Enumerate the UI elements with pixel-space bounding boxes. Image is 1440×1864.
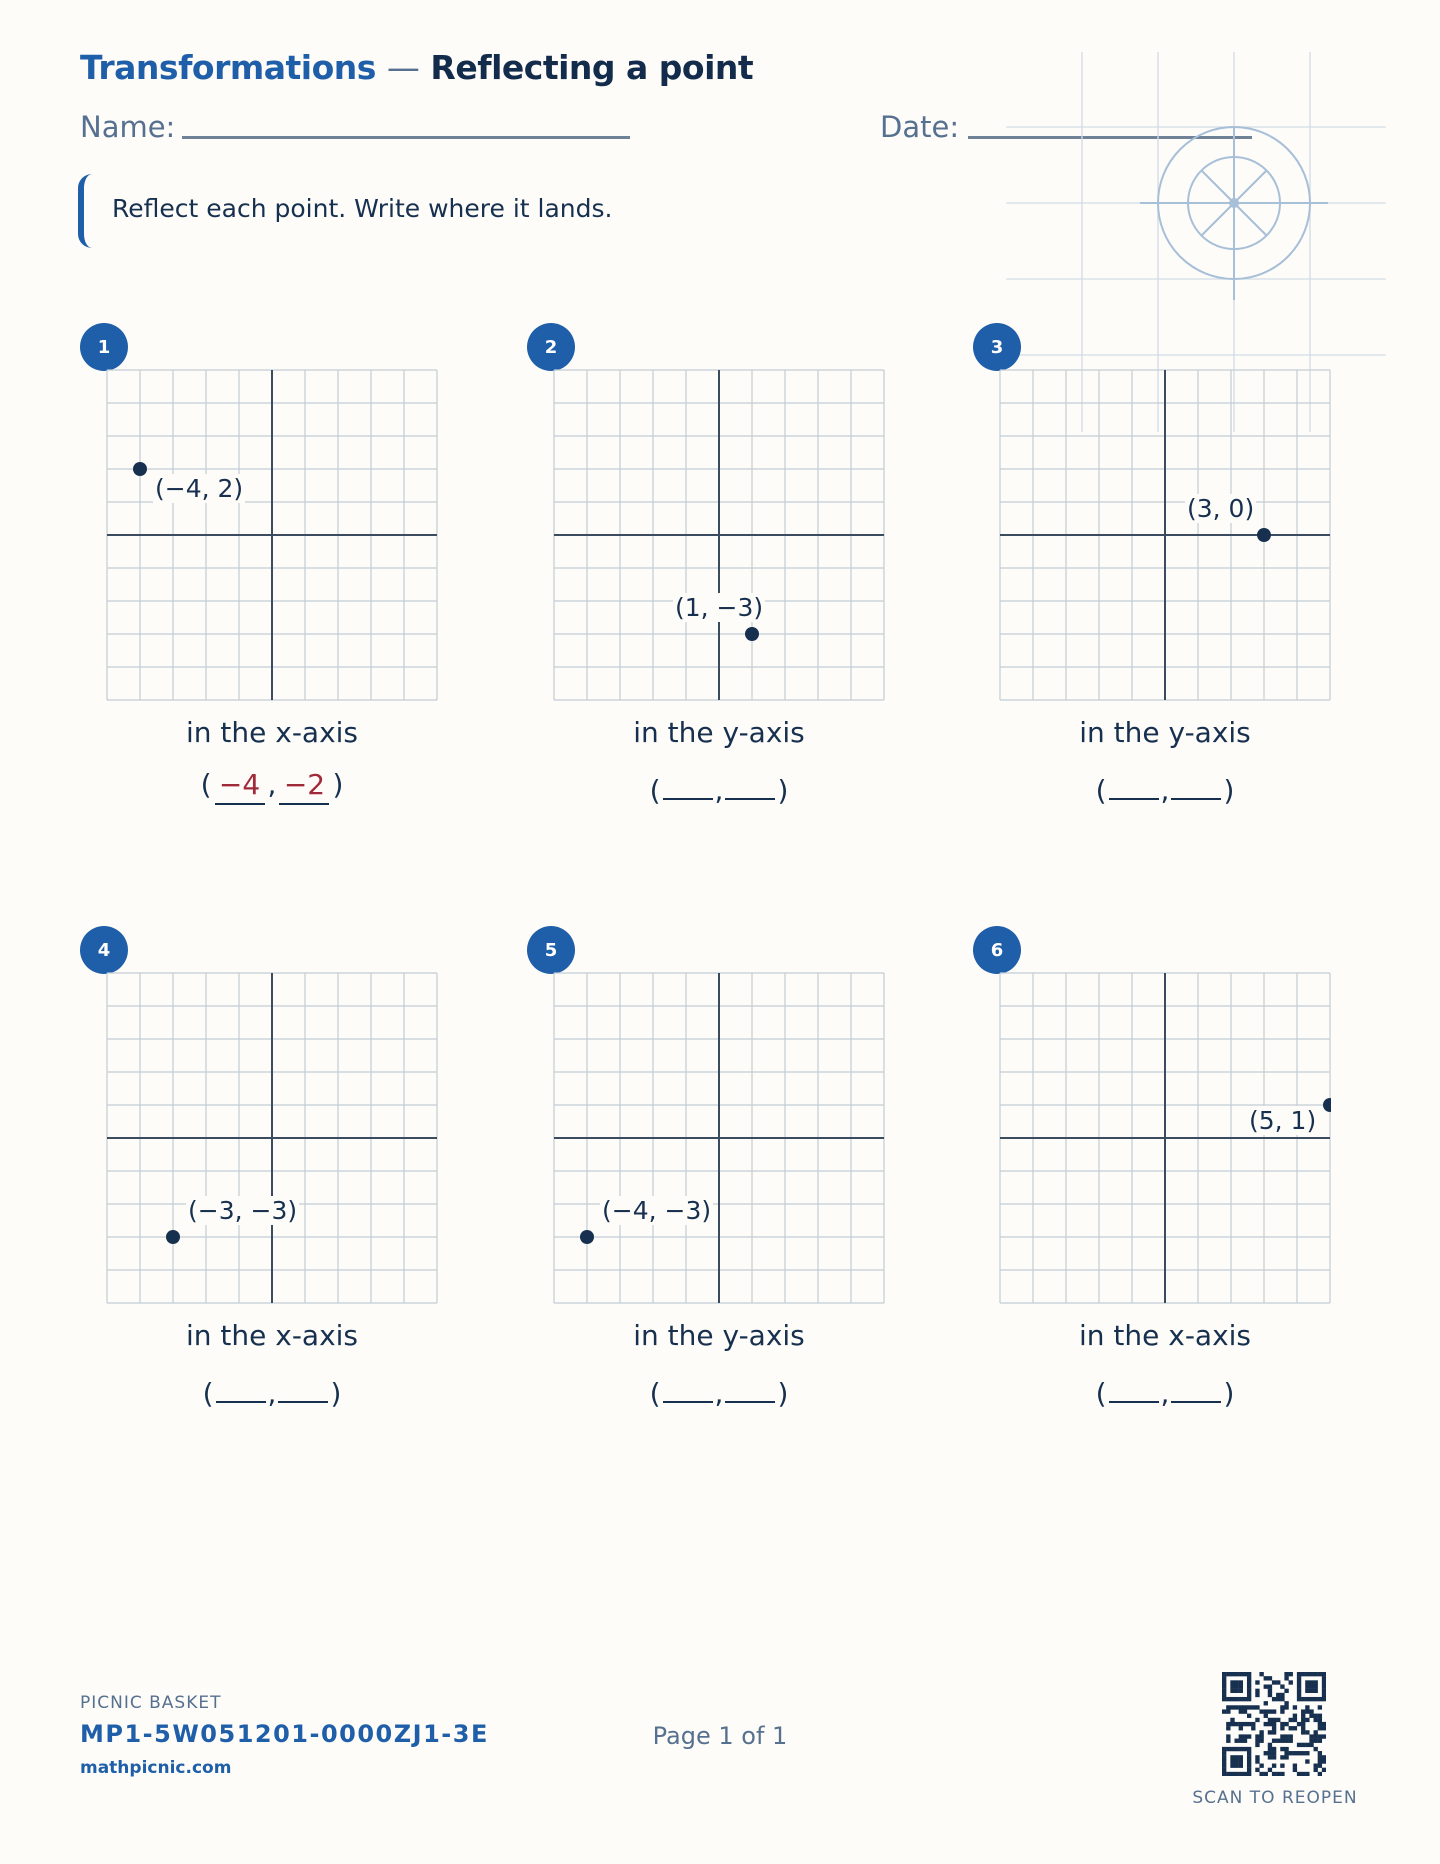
point-label: (−4, −3) (602, 1196, 712, 1225)
comma: , (714, 774, 724, 807)
qr-code-icon[interactable] (1222, 1672, 1326, 1776)
open-paren: ( (649, 774, 661, 807)
title-topic: Transformations (80, 48, 376, 87)
coordinate-grid (106, 369, 438, 701)
plotted-point (166, 1230, 180, 1244)
problem-number-badge: 6 (973, 926, 1021, 974)
page-title (80, 48, 753, 87)
answer-field[interactable] (554, 1371, 884, 1410)
problem-number-badge: 4 (80, 926, 128, 974)
reflection-axis-caption: in the y-axis (633, 716, 805, 749)
comma: , (714, 1377, 724, 1410)
reflection-axis-caption: in the x-axis (185, 1319, 359, 1352)
reflection-axis-caption: in the x-axis (1078, 1319, 1252, 1352)
answer-y-blank[interactable] (1171, 768, 1221, 800)
footer-brand: PICNIC BASKET (80, 1693, 222, 1713)
title-subtopic: Reflecting a point (430, 48, 754, 87)
coordinate-grid (553, 972, 885, 1304)
point-label: (5, 1) (1249, 1106, 1317, 1135)
instruction-bar (78, 174, 94, 248)
comma: , (267, 768, 277, 801)
point-label: (−3, −3) (188, 1196, 298, 1225)
page-number: Page 1 of 1 (652, 1722, 788, 1750)
answer-y-blank[interactable] (725, 768, 775, 800)
close-paren: ) (332, 768, 344, 801)
date-label: Date: (880, 110, 960, 144)
reflection-axis-caption: in the y-axis (633, 1319, 805, 1352)
answer-field[interactable] (107, 768, 437, 805)
comma: , (1160, 774, 1170, 807)
problem-number-badge: 1 (80, 323, 128, 371)
close-paren: ) (777, 774, 789, 807)
answer-field[interactable] (554, 768, 884, 807)
answer-y-blank[interactable] (1171, 1371, 1221, 1403)
answer-x-blank[interactable] (216, 1371, 266, 1403)
comma: , (1160, 1377, 1170, 1410)
coordinate-grid (999, 972, 1331, 1304)
problem-number-badge: 2 (527, 323, 575, 371)
plotted-point (580, 1230, 594, 1244)
problem-number-badge: 5 (527, 926, 575, 974)
answer-field[interactable] (1000, 768, 1330, 807)
answer-x-blank[interactable]: −4 (215, 768, 265, 805)
open-paren: ( (1095, 1377, 1107, 1410)
open-paren: ( (649, 1377, 661, 1410)
plotted-point (745, 627, 759, 641)
answer-x-blank[interactable] (663, 768, 713, 800)
title-separator: — (386, 48, 420, 87)
footer-url[interactable]: mathpicnic.com (80, 1758, 232, 1778)
open-paren: ( (1095, 774, 1107, 807)
close-paren: ) (1223, 1377, 1235, 1410)
close-paren: ) (1223, 774, 1235, 807)
point-label: (1, −3) (675, 593, 764, 622)
reflection-axis-caption: in the y-axis (1079, 716, 1251, 749)
plotted-point (1257, 528, 1271, 542)
point-label: (3, 0) (1187, 494, 1255, 523)
worksheet-code: MP1-5W051201-0000ZJ1-3E (80, 1720, 489, 1748)
qr-label: SCAN TO REOPEN (1192, 1788, 1358, 1808)
problem-number-badge: 3 (973, 323, 1021, 371)
answer-y-blank[interactable] (725, 1371, 775, 1403)
comma: , (267, 1377, 277, 1410)
close-paren: ) (330, 1377, 342, 1410)
answer-y-blank[interactable]: −2 (279, 768, 329, 805)
open-paren: ( (202, 1377, 214, 1410)
answer-x-blank[interactable] (1109, 1371, 1159, 1403)
name-label: Name: (80, 110, 176, 144)
open-paren: ( (200, 768, 212, 801)
answer-field[interactable] (1000, 1371, 1330, 1410)
point-label: (−4, 2) (155, 474, 244, 503)
answer-y-blank[interactable] (278, 1371, 328, 1403)
name-line[interactable] (182, 136, 630, 139)
answer-x-blank[interactable] (1109, 768, 1159, 800)
plotted-point (133, 462, 147, 476)
coordinate-grid (553, 369, 885, 701)
answer-field[interactable] (107, 1371, 437, 1410)
answer-x-blank[interactable] (663, 1371, 713, 1403)
close-paren: ) (777, 1377, 789, 1410)
instruction-text: Reflect each point. Write where it lands. (112, 194, 613, 223)
coordinate-grid (999, 369, 1331, 701)
coordinate-grid (106, 972, 438, 1304)
plotted-point (1323, 1098, 1331, 1112)
reflection-axis-caption: in the x-axis (185, 716, 359, 749)
